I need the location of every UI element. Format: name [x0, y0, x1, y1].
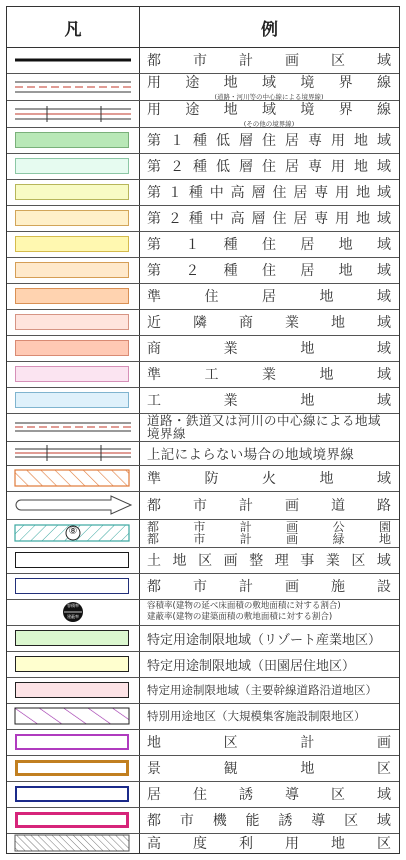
zone-swatch — [15, 392, 129, 408]
label-char: 第 — [147, 159, 161, 175]
label-char: 工 — [204, 367, 219, 383]
legend-row-advanced-use — [7, 833, 399, 853]
legend-sublabel: (道路・河川等の中心線による境界線) — [214, 93, 324, 101]
label-char: ２ — [167, 211, 182, 227]
label-char: 業 — [285, 315, 299, 331]
label-char: 火 — [262, 471, 276, 487]
legend-row-park-greenspace — [7, 519, 399, 548]
label-char: 緑 — [332, 532, 345, 546]
label-char: 域 — [377, 471, 391, 487]
legend-row-zone — [7, 309, 399, 336]
park-number-badge: ⑧ — [68, 526, 78, 537]
label-char: 域 — [261, 102, 276, 118]
legend-row-residence-guidance — [7, 781, 399, 808]
legend-label: 特定用途制限地域（リゾート産業地区） — [147, 632, 382, 648]
legend-row-special-district — [7, 703, 399, 730]
label-char: 工 — [147, 393, 161, 409]
label-char: 施 — [331, 579, 345, 595]
zone-swatch — [15, 366, 129, 382]
label-char: 能 — [245, 813, 260, 829]
label-char: 域 — [377, 787, 391, 803]
label-char: 市 — [193, 498, 207, 514]
label-char: 地 — [338, 263, 353, 279]
label-char: 域 — [376, 553, 391, 569]
legend-label — [147, 521, 391, 533]
label-char: 画 — [376, 735, 391, 751]
label-char: 市 — [193, 532, 206, 546]
label-char: 準 — [147, 367, 161, 383]
label-char: 地 — [172, 553, 187, 569]
legend-label — [147, 361, 391, 387]
label-char: 用 — [335, 211, 350, 227]
label-char: 地 — [223, 75, 238, 91]
label-char: 市 — [193, 53, 207, 69]
label-char: 用 — [331, 159, 345, 175]
label-char: 居 — [293, 185, 308, 201]
legend-label — [147, 755, 391, 781]
zone-swatch — [15, 132, 129, 148]
legend-row-city-facility — [7, 573, 399, 600]
zone-swatch — [15, 262, 129, 278]
label-char: 域 — [376, 393, 391, 409]
legend-label — [147, 547, 391, 573]
label-char: 住 — [204, 289, 219, 305]
label-char: 種 — [193, 133, 207, 149]
label-char: 都 — [147, 498, 161, 514]
label-char: 種 — [193, 159, 207, 175]
label-char: 画 — [285, 53, 299, 69]
legend-label: 特定用途制限地域（主要幹線道路沿道地区） — [147, 683, 377, 697]
label-char: 都 — [147, 579, 161, 595]
other-boundary-symbol — [7, 441, 139, 465]
label-char: 都 — [147, 520, 160, 534]
outline-swatch — [15, 786, 129, 802]
legend-label — [147, 283, 391, 309]
label-char: 中 — [209, 185, 224, 201]
legend-label — [147, 99, 391, 119]
label-char: 域 — [376, 813, 391, 829]
legend-row-planned-road — [7, 491, 399, 520]
label-char: 用 — [147, 102, 161, 118]
label-char: 計 — [239, 579, 253, 595]
label-char: 観 — [223, 761, 238, 777]
legend-row-special-use-rural — [7, 651, 399, 678]
label-char: １ — [167, 185, 182, 201]
label-char: 地 — [300, 393, 315, 409]
label-char: 導 — [285, 787, 299, 803]
ratio-badge-top: 容積率 — [67, 603, 79, 608]
legend-label-2 — [147, 533, 391, 545]
legend-row-landscape-district — [7, 755, 399, 782]
label-char: 層 — [239, 159, 253, 175]
legend-row-other-boundary — [7, 441, 399, 466]
zone-swatch — [15, 340, 129, 356]
label-char: 用 — [331, 133, 345, 149]
label-char: 都 — [147, 53, 161, 69]
label-char: 途 — [185, 75, 200, 91]
label-char: 居 — [293, 211, 308, 227]
label-char: 都 — [147, 813, 161, 829]
label-char: 域 — [377, 315, 391, 331]
legend-row-use-boundary-other — [7, 100, 399, 128]
label-char: 種 — [223, 263, 238, 279]
legend-row-district-plan — [7, 729, 399, 756]
legend-row-special-use-resort — [7, 625, 399, 652]
label-char: 利 — [239, 836, 253, 852]
legend-row-floor-area-ratio — [7, 599, 399, 626]
hatched-gray-swatch — [7, 833, 139, 853]
outline-swatch — [15, 734, 129, 750]
label-char: 住 — [262, 133, 276, 149]
label-char: 業 — [325, 553, 340, 569]
label-char: 園 — [378, 520, 391, 534]
label-char: 事 — [300, 553, 315, 569]
label-char: 居 — [300, 263, 315, 279]
label-char: 業 — [262, 367, 276, 383]
legend-label: 特定用途制限地域（田園居住地区） — [147, 658, 356, 674]
label-char: 低 — [216, 159, 230, 175]
label-char: 誘 — [239, 787, 253, 803]
label-char: 隣 — [193, 315, 207, 331]
label-char: 地 — [338, 237, 353, 253]
zone-swatch — [15, 288, 129, 304]
label-char: 住 — [262, 159, 276, 175]
label-char: 都 — [147, 532, 160, 546]
label-char: 住 — [272, 185, 287, 201]
label-char: 地 — [300, 341, 315, 357]
label-char: 境 — [300, 102, 315, 118]
label-char: 商 — [147, 341, 161, 357]
label-char: 区 — [344, 813, 359, 829]
label-char: 区 — [331, 53, 345, 69]
label-char: 土 — [147, 553, 161, 569]
label-char: 線 — [376, 102, 391, 118]
label-char: 整 — [249, 553, 264, 569]
label-char: 第 — [147, 133, 161, 149]
legend-label: 容積率(建物の延べ床面積の敷地面積に対する割合) — [147, 601, 341, 611]
label-char: 区 — [331, 787, 345, 803]
label-char: 業 — [223, 393, 238, 409]
zone-swatch — [15, 236, 129, 252]
legend-row-zone — [7, 153, 399, 180]
legend-label — [147, 465, 391, 491]
label-char: 種 — [188, 211, 203, 227]
label-char: 準 — [147, 289, 161, 305]
label-char: 域 — [376, 185, 391, 201]
label-char: ２ — [170, 159, 184, 175]
label-char: 専 — [308, 159, 322, 175]
zone-swatch — [15, 184, 129, 200]
legend-label — [147, 179, 391, 205]
legend-label — [147, 205, 391, 231]
label-char: 画 — [286, 520, 299, 534]
label-char: 市 — [193, 520, 206, 534]
label-char: 防 — [204, 471, 219, 487]
legend-label — [147, 72, 391, 92]
label-char: 中 — [209, 211, 224, 227]
legend-label: 上記によらない場合の地域境界線 — [147, 447, 354, 463]
label-char: 画 — [223, 553, 238, 569]
label-char: 誘 — [278, 813, 293, 829]
label-char: 域 — [376, 211, 391, 227]
label-char: 域 — [377, 367, 391, 383]
legend-row-zone — [7, 257, 399, 284]
label-char: 計 — [239, 520, 252, 534]
label-char: 高 — [147, 836, 161, 852]
legend-label-2: 建蔽率(建物の建築面積の敷地面積に対する割合) — [147, 612, 333, 622]
legend-label: 道路・鉄道又は河川の中心線による地域境界線 — [147, 413, 382, 441]
zone-swatch — [15, 656, 129, 672]
label-char: 境 — [300, 75, 315, 91]
label-char: 地 — [356, 211, 371, 227]
legend-row-zone — [7, 127, 399, 154]
label-char: 途 — [185, 102, 200, 118]
label-char: 近 — [147, 315, 161, 331]
label-char: ２ — [185, 263, 200, 279]
legend-row-use-boundary-centerline — [7, 73, 399, 101]
legend-row-quasi-fire-prevention — [7, 465, 399, 492]
legend-label — [147, 231, 391, 257]
label-char: 住 — [272, 211, 287, 227]
legend-row-city-planning-area — [7, 47, 399, 74]
label-char: 低 — [216, 133, 230, 149]
label-char: 用 — [147, 75, 161, 91]
legend-sublabel: (その他の境界線) — [243, 120, 295, 128]
hatched-orange-swatch — [7, 465, 139, 491]
legend-row-zone — [7, 283, 399, 310]
label-char: 域 — [376, 341, 391, 357]
header-right-title: 例 — [261, 19, 278, 40]
legend-label — [147, 807, 391, 833]
centerline-boundary-symbol — [7, 413, 139, 441]
label-char: 度 — [193, 836, 207, 852]
label-char: 住 — [193, 787, 207, 803]
city-planning-boundary-symbol — [7, 47, 139, 73]
label-char: 地 — [300, 761, 315, 777]
label-char: 画 — [285, 498, 299, 514]
label-char: 画 — [286, 532, 299, 546]
label-char: 地 — [354, 133, 368, 149]
label-char: 用 — [335, 185, 350, 201]
label-char: 区 — [351, 553, 366, 569]
legend-row-urban-function-guidance — [7, 807, 399, 834]
legend-row-zone — [7, 387, 399, 414]
legend-label — [147, 729, 391, 755]
outline-swatch — [15, 760, 129, 776]
label-char: 居 — [300, 237, 315, 253]
legend-label — [147, 257, 391, 283]
use-boundary-other-symbol — [7, 100, 139, 127]
zone-swatch — [15, 158, 129, 174]
legend-row-zone — [7, 205, 399, 232]
label-char: 居 — [147, 787, 161, 803]
label-char: 地 — [319, 471, 334, 487]
label-char: 層 — [239, 133, 253, 149]
label-char: １ — [170, 133, 184, 149]
label-char: 専 — [314, 211, 329, 227]
label-char: 域 — [261, 75, 276, 91]
label-char: 域 — [377, 289, 391, 305]
label-char: 公 — [332, 520, 345, 534]
label-char: 地 — [331, 836, 345, 852]
legend-row-land-readjustment — [7, 547, 399, 574]
legend-label — [147, 781, 391, 807]
legend-label — [147, 309, 391, 335]
label-char: １ — [185, 237, 200, 253]
label-char: 域 — [376, 237, 391, 253]
label-char: 線 — [376, 75, 391, 91]
zone-swatch — [15, 210, 129, 226]
legend-row-zone — [7, 335, 399, 362]
label-char: 区 — [376, 761, 391, 777]
legend-label — [147, 335, 391, 361]
use-boundary-centerline-symbol — [7, 73, 139, 100]
label-char: 住 — [261, 263, 276, 279]
label-char: 業 — [223, 341, 238, 357]
ratio-badge-bottom: 建蔽率 — [67, 614, 79, 619]
label-char: 設 — [377, 579, 391, 595]
label-char: 層 — [251, 185, 266, 201]
label-char: 高 — [230, 211, 245, 227]
label-char: 道 — [331, 498, 345, 514]
label-char: 計 — [239, 532, 252, 546]
label-char: 地 — [378, 532, 391, 546]
label-char: 界 — [338, 102, 353, 118]
label-char: 第 — [147, 263, 161, 279]
legend-header — [7, 7, 399, 48]
label-char: 導 — [311, 813, 326, 829]
legend-label: 特別用途地区（大規模集客施設制限地区） — [147, 709, 366, 723]
outline-swatch — [15, 812, 129, 828]
label-char: 居 — [285, 159, 299, 175]
legend-row-special-use-roadside — [7, 677, 399, 704]
label-char: 機 — [212, 813, 227, 829]
legend-label — [147, 127, 391, 153]
label-char: 区 — [377, 836, 391, 852]
label-char: 専 — [308, 133, 322, 149]
label-char: 地 — [319, 367, 334, 383]
label-char: 地 — [147, 735, 161, 751]
legend-label — [147, 153, 391, 179]
legend-label — [147, 47, 391, 73]
label-char: 居 — [285, 133, 299, 149]
outline-swatch — [15, 578, 129, 594]
arrow-road-symbol — [7, 491, 139, 519]
label-char: 界 — [338, 75, 353, 91]
label-char: 準 — [147, 471, 161, 487]
label-char: 専 — [314, 185, 329, 201]
label-char: 景 — [147, 761, 161, 777]
label-char: 画 — [285, 579, 299, 595]
label-char: 市 — [193, 579, 207, 595]
label-char: 域 — [377, 159, 391, 175]
label-char: 地 — [223, 102, 238, 118]
legend-row-zone — [7, 231, 399, 258]
label-char: 域 — [376, 263, 391, 279]
header-left-title: 凡 — [64, 19, 82, 40]
label-char: 域 — [377, 53, 391, 69]
outline-swatch — [15, 552, 129, 568]
label-char: 区 — [223, 735, 238, 751]
legend-row-zone — [7, 179, 399, 206]
label-char: 種 — [188, 185, 203, 201]
label-char: 理 — [274, 553, 289, 569]
label-char: 種 — [223, 237, 238, 253]
zone-swatch — [15, 682, 129, 698]
label-char: 第 — [147, 211, 161, 227]
legend-label — [147, 573, 391, 599]
legend-label — [147, 491, 391, 519]
label-char: 計 — [239, 53, 253, 69]
legend-label — [147, 833, 391, 853]
label-char: 用 — [285, 836, 299, 852]
label-char: 層 — [251, 211, 266, 227]
label-char: 第 — [147, 237, 161, 253]
legend-label — [147, 387, 391, 413]
zone-swatch — [15, 314, 129, 330]
label-char: 地 — [331, 315, 345, 331]
label-char: 路 — [377, 498, 391, 514]
hatched-purple-swatch — [7, 703, 139, 729]
label-char: 高 — [230, 185, 245, 201]
label-char: 地 — [356, 185, 371, 201]
label-char: 居 — [262, 289, 276, 305]
label-char: 第 — [147, 185, 161, 201]
zone-swatch — [15, 630, 129, 646]
label-char: 地 — [354, 159, 368, 175]
legend-table — [6, 6, 400, 854]
label-char: 地 — [319, 289, 334, 305]
label-char: 市 — [179, 813, 194, 829]
label-char: 計 — [239, 498, 253, 514]
label-char: 区 — [198, 553, 213, 569]
label-char: 域 — [377, 133, 391, 149]
label-char: 住 — [261, 237, 276, 253]
label-char: 計 — [300, 735, 315, 751]
legend-row-zone — [7, 361, 399, 388]
legend-row-centerline-boundary — [7, 413, 399, 442]
label-char: 商 — [239, 315, 253, 331]
